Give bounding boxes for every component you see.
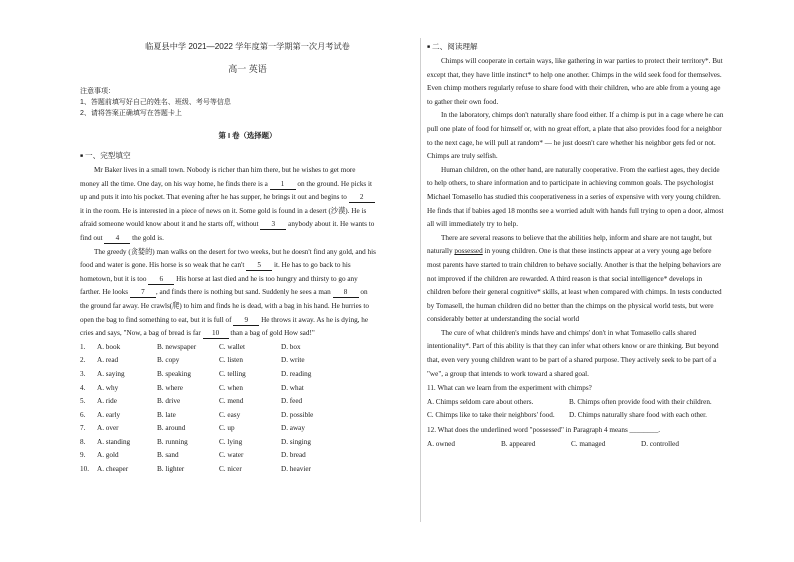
- option[interactable]: B. drive: [157, 397, 181, 406]
- reading-passage: [427, 55, 762, 381]
- option[interactable]: D. Chimps naturally share food with each other.: [569, 411, 707, 420]
- passage-line: Chimps are truly selfish.: [427, 152, 498, 161]
- option[interactable]: C. mend: [219, 397, 244, 406]
- option[interactable]: B. around: [157, 424, 186, 433]
- reading-heading: ■ 二、阅读理解: [427, 40, 762, 54]
- option[interactable]: D. heavier: [281, 465, 311, 474]
- option[interactable]: A. cheaper: [97, 465, 129, 474]
- option[interactable]: D. reading: [281, 369, 312, 378]
- option[interactable]: C. Chimps like to take their neighbors' food.: [427, 411, 555, 420]
- option[interactable]: A. standing: [97, 437, 131, 446]
- question-stem: 11. What can we learn from the experiment with chimps?: [427, 384, 592, 393]
- option[interactable]: D. feed: [281, 397, 303, 406]
- passage-line: He finds that if babies aged 18 months see a worried adult with hands full trying to open a door, almost: [427, 206, 724, 215]
- option-row: [80, 409, 415, 423]
- question-number: 7.: [80, 424, 86, 433]
- passage-line: all will immediately try to help.: [427, 220, 519, 229]
- passage-line: to help others, to share information and to participate in achieving common goals. The psychologist: [427, 179, 714, 188]
- passage-line: most parents have started to train children to behave socially. Another is that the helping behaviors are: [427, 260, 721, 269]
- option[interactable]: B. appeared: [501, 439, 536, 448]
- option[interactable]: D. singing: [281, 437, 311, 446]
- blank-7: 7: [130, 287, 156, 298]
- passage-line: to gather their own food.: [427, 97, 499, 106]
- option[interactable]: C. listen: [219, 356, 243, 365]
- passage-line: by Tomasell, the human children did no better than the chimps on the physical world tests, but were: [427, 301, 714, 310]
- option[interactable]: C. nicer: [219, 465, 242, 474]
- underlined-word: possessed: [454, 247, 483, 256]
- option-row: [80, 422, 415, 436]
- question-number: 6.: [80, 410, 86, 419]
- passage-line: except that, they have little instinct* to help one another. Chimps in the wild seek food for themselves.: [427, 70, 722, 79]
- option[interactable]: B. speaking: [157, 369, 191, 378]
- question-number: 1.: [80, 342, 86, 351]
- option-row: [80, 382, 415, 396]
- exam-title: 临夏县中学 2021—2022 学年度第一学期第一次月考试卷: [145, 42, 350, 51]
- question-options: [427, 396, 762, 423]
- passage-line: The cure of what children's minds have and chimps' don't in what Tomasello calls shared: [441, 328, 697, 337]
- blank-4: 4: [104, 233, 130, 244]
- question-number: 10.: [80, 465, 89, 474]
- question-stem: 12. What does the underlined word "possessed" in Paragraph 4 means ________.: [427, 426, 661, 435]
- passage-line: the ground far away. He crawls(爬) to him and finds he is dead, with a bag in his hand. He hurries to: [80, 301, 369, 310]
- option[interactable]: C. easy: [219, 410, 241, 419]
- option[interactable]: C. when: [219, 383, 243, 392]
- passage-line: money all the time. One day, on his way home, he finds there is a 1 on the ground. He picks it: [80, 179, 373, 188]
- option[interactable]: B. Chimps often provide food with their children.: [569, 397, 712, 406]
- question-number: 4.: [80, 383, 86, 392]
- option-row: [80, 463, 415, 477]
- passage-line: "we", a group that intends to work toward a shared goal.: [427, 369, 589, 378]
- option[interactable]: B. copy: [157, 356, 180, 365]
- option[interactable]: B. running: [157, 437, 188, 446]
- option[interactable]: C. up: [219, 424, 235, 433]
- option[interactable]: D. write: [281, 356, 305, 365]
- option[interactable]: B. where: [157, 383, 183, 392]
- option[interactable]: A. book: [97, 342, 121, 351]
- passage-line: Michael Tomasello has studied this cooperativeness in a series of expensive with very young children.: [427, 192, 721, 201]
- passage-line: pull one plate of food for himself or, with no great effort, a plate that also provides food for a neighbor: [427, 124, 722, 133]
- notice-item: 2、请将答案正确填写在答题卡上: [80, 110, 182, 117]
- option[interactable]: B. lighter: [157, 465, 185, 474]
- passage-line: food and water is gone. His horse is so weak that he can't 5 it. He has to go back to his: [80, 261, 351, 270]
- option[interactable]: B. newspaper: [157, 342, 197, 351]
- blank-10: 10: [203, 328, 229, 339]
- exam-subtitle: 高一 英语: [228, 64, 267, 74]
- blank-1: 1: [270, 179, 296, 190]
- option[interactable]: A. owned: [427, 439, 455, 448]
- cloze-heading: ■ 一、完型填空: [80, 149, 415, 163]
- option[interactable]: B. sand: [157, 451, 179, 460]
- passage-line: intentionality*. Part of this ability is that they can infer what others know or are thinking. But beyond: [427, 342, 719, 351]
- option[interactable]: C. lying: [219, 437, 243, 446]
- passage-line: not improved if the children are rewarded. A third reason is that social intelligence* develops in: [427, 274, 703, 283]
- passage-line: open the bag to find something to eat, but it is full of 9 He throws it away. As he is dying, he: [80, 315, 369, 324]
- option[interactable]: A. why: [97, 383, 119, 392]
- passage-line: Even chimp mothers regularly refuse to share food with their children, who are able from a young age: [427, 84, 721, 93]
- option[interactable]: A. saying: [97, 369, 125, 378]
- column-divider: [420, 38, 421, 522]
- option[interactable]: A. Chimps seldom care about others.: [427, 397, 534, 406]
- option-row: [80, 368, 415, 382]
- option[interactable]: A. ride: [97, 397, 117, 406]
- option[interactable]: B. late: [157, 410, 176, 419]
- blank-9: 9: [233, 315, 259, 326]
- blank-5: 5: [246, 260, 272, 271]
- option[interactable]: D. box: [281, 342, 301, 351]
- passage-line: hometown, but it is too 6 His horse at last died and he is too hungry and thirsty to go any: [80, 274, 358, 283]
- option-row: [80, 449, 415, 463]
- volume-heading: 第 I 卷（选择题）: [218, 131, 277, 140]
- option[interactable]: D. possible: [281, 410, 314, 419]
- passage-line: considerably better at understanding the social world: [427, 315, 580, 324]
- option-row: [80, 436, 415, 450]
- option[interactable]: D. controlled: [641, 439, 679, 448]
- passage-line: that, even very young children want to be part of a shared purpose. They actively seek to be part of a: [427, 356, 717, 365]
- passage-line: up and puts it into his pocket. That evening after he has supper, he brings it out and begins to 2: [80, 191, 415, 205]
- option[interactable]: D. what: [281, 383, 304, 392]
- passage-line: naturally possessed in young children. One is that these instincts appear at a very young age before: [427, 247, 712, 256]
- passage-line: Chimps will cooperate in certain ways, like gathering in war parties to protect their territory*. But: [441, 57, 723, 65]
- left-column: [80, 40, 415, 477]
- question-number: 9.: [80, 451, 86, 460]
- option[interactable]: C. managed: [571, 439, 606, 448]
- option[interactable]: D. bread: [281, 451, 306, 460]
- question-options: [427, 438, 762, 452]
- passage-line: to the next cage, he will pull at random* — he just doesn't care whether his neighbor gets fed or not.: [427, 138, 716, 147]
- passage-line: afraid someone would know about it and he starts off, without 3 anybody about it. He wants to: [80, 220, 375, 229]
- passage-line: Mr Baker lives in a small town. Nobody is richer than him there, but he wishes to get more: [94, 166, 356, 174]
- passage-line: farther. He looks 7 , and finds there is nothing but sand. Suddenly he sees a man 8 on: [80, 288, 368, 297]
- passage-line: find out 4 the gold is.: [80, 233, 164, 242]
- option-row: [80, 395, 415, 409]
- blank-2: 2: [349, 192, 375, 203]
- passage-line: In the laboratory, chimps don't naturally share food either. If a chimp is put in a cage where he can: [441, 111, 724, 120]
- blank-6: 6: [148, 274, 174, 285]
- blank-3: 3: [260, 219, 286, 230]
- option[interactable]: A. early: [97, 410, 121, 419]
- passage-line: There are several reasons to believe that the abilities help, inform and share are not taught, but: [441, 233, 713, 242]
- passage-line: Human children, on the other hand, are naturally cooperative. From the earliest ages, they decide: [441, 165, 720, 174]
- cloze-options: [80, 341, 415, 477]
- question-11: [427, 382, 762, 423]
- right-column: [427, 40, 762, 451]
- option-row: [80, 354, 415, 368]
- option[interactable]: C. water: [219, 451, 244, 460]
- notice-head: 注意事项：: [80, 88, 115, 95]
- option[interactable]: A. read: [97, 356, 119, 365]
- question-12: [427, 424, 762, 451]
- notice-item: 1、答题前填写好自己的姓名、班级、考号等信息: [80, 99, 231, 106]
- option-row: [80, 341, 415, 355]
- question-number: 8.: [80, 437, 86, 446]
- option[interactable]: C. wallet: [219, 342, 245, 351]
- question-number: 5.: [80, 397, 86, 406]
- question-number: 2.: [80, 356, 86, 365]
- option[interactable]: C. telling: [219, 369, 246, 378]
- cloze-passage: [80, 164, 415, 341]
- question-number: 3.: [80, 369, 86, 378]
- passage-line: cries and says, "Now, a bag of bread is far 10 than a bag of gold How sad!": [80, 329, 315, 338]
- passage-line: children before their general cognitive* skills, at least when compared with chimps. In tests conducted: [427, 288, 722, 297]
- blank-8: 8: [333, 287, 359, 298]
- passage-line: The greedy (贪婪的) man walks on the desert for two weeks, but he doesn't find any gold, and his: [94, 247, 376, 256]
- notice-block: [80, 86, 415, 119]
- passage-line: it in the room. He is interested in a piece of news on it. Some gold is found in a desert (沙漠). He is: [80, 206, 367, 215]
- option[interactable]: D. away: [281, 424, 305, 433]
- option[interactable]: A. gold: [97, 451, 119, 460]
- option[interactable]: A. over: [97, 424, 119, 433]
